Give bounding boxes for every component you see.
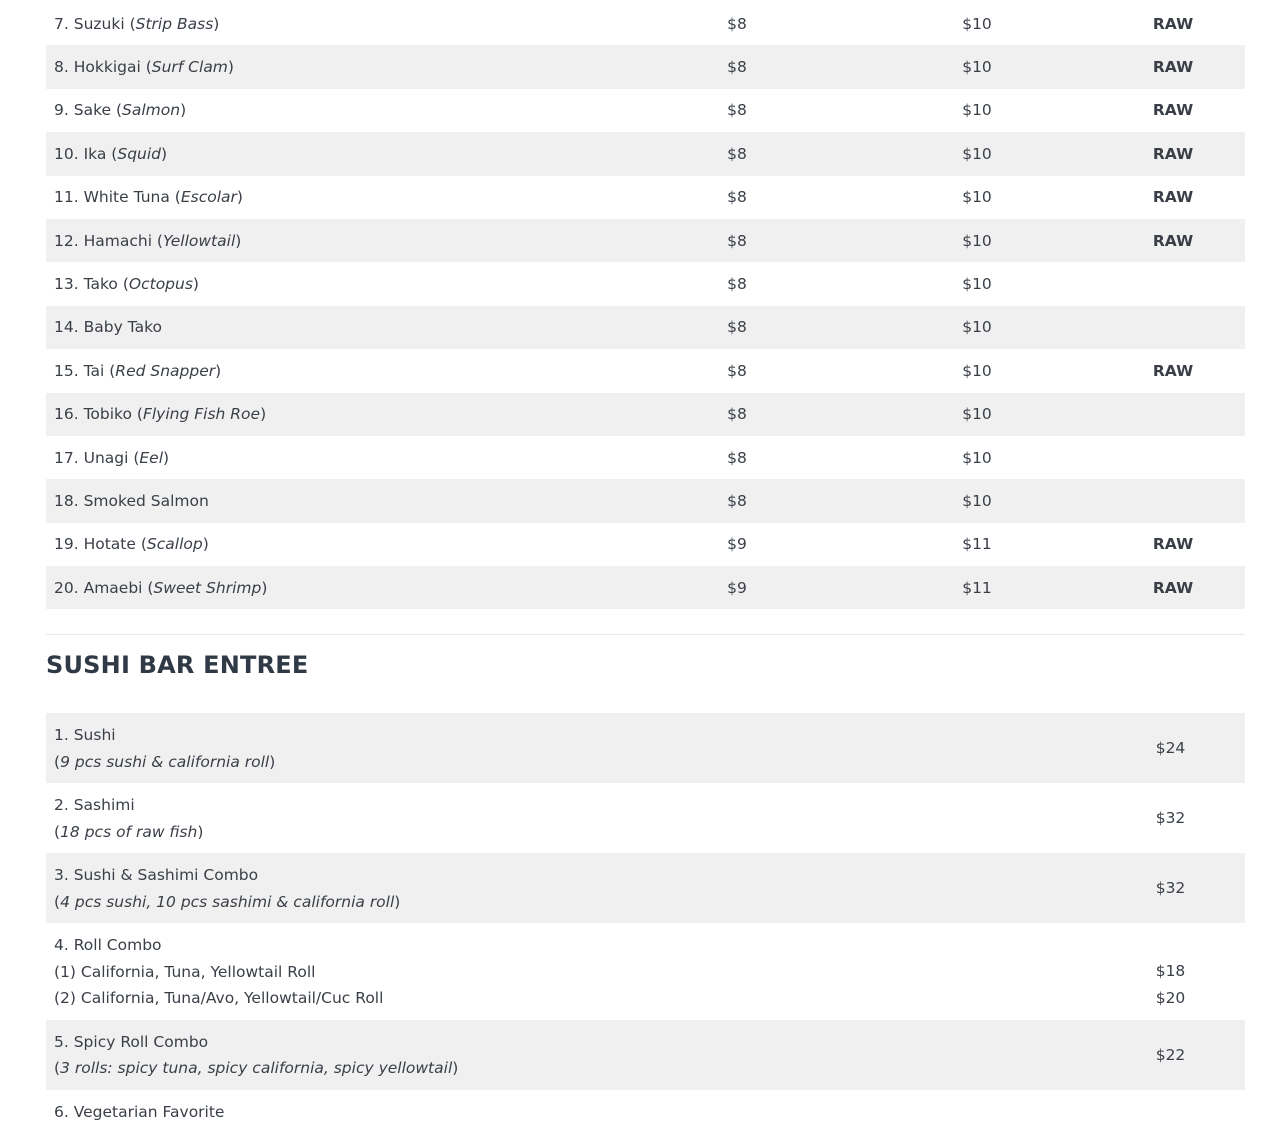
item-description: Salmon [122, 101, 181, 120]
entree-table [46, 713, 1245, 1133]
item-name: Baby Tako [83, 318, 162, 337]
item-description: Octopus [128, 275, 193, 294]
price-nigiri: $8 [621, 479, 853, 522]
item-number: 12. [54, 231, 79, 250]
raw-badge: RAW [1152, 14, 1194, 33]
entree-description-text: 3 rolls: spicy tuna, spicy california, spicy yellowtail [60, 1059, 453, 1078]
price-sashimi: $10 [962, 275, 992, 294]
section-title [46, 651, 1245, 713]
entree-name-cell [46, 853, 1096, 923]
entree-option: (2) California, Tuna/Avo, Yellowtail/Cuc Roll [54, 989, 384, 1008]
entree-title: 6. Vegetarian Favorite [54, 1102, 225, 1121]
table-row [46, 45, 1245, 88]
price-sashimi: $10 [962, 361, 992, 380]
table-row [46, 176, 1245, 219]
item-number: 8. [54, 58, 69, 77]
entree-description: (4 pcs sushi, 10 pcs sashimi & california roll) [54, 892, 401, 911]
entree-price: $32 [1155, 879, 1186, 898]
item-name-cell: 9. Sake (Salmon) [54, 101, 187, 120]
item-number: 20. [54, 578, 79, 597]
entree-title: 1. Sushi [54, 726, 116, 745]
table-row [46, 566, 1245, 609]
price-sashimi: $10 [853, 393, 1101, 436]
raw-badge [1101, 393, 1245, 436]
item-number: 15. [54, 361, 79, 380]
price-sashimi: $10 [962, 14, 992, 33]
raw-badge: RAW [1101, 566, 1245, 609]
table-row [46, 479, 1245, 522]
item-name-cell: 12. Hamachi (Yellowtail) [46, 219, 621, 262]
raw-badge: RAW [1152, 535, 1194, 554]
entree-title: 4. Roll Combo [54, 936, 162, 955]
item-name: Tobiko [83, 405, 132, 424]
entree-name-cell [46, 1090, 1096, 1133]
item-name: White Tuna [83, 188, 170, 207]
entree-name-cell [46, 783, 1096, 853]
price-sashimi: $10 [853, 45, 1101, 88]
entree-description-text: 9 pcs sushi & california roll [60, 752, 270, 771]
item-name-cell [46, 479, 621, 522]
entree-description: (18 pcs of raw fish) [54, 822, 204, 841]
item-description: Eel [139, 448, 164, 467]
entree-title: 5. Spicy Roll Combo [54, 1032, 209, 1051]
price-sashimi: $10 [853, 479, 1101, 522]
item-description: Escolar [180, 188, 237, 207]
item-number: 10. [54, 144, 79, 163]
price-nigiri: $8 [621, 306, 853, 349]
raw-badge: RAW [1101, 219, 1245, 262]
item-description: Yellowtail [162, 231, 236, 250]
table-row [46, 393, 1245, 436]
price-sashimi: $10 [962, 188, 992, 207]
item-name: Smoked Salmon [83, 491, 209, 510]
item-number: 18. [54, 491, 79, 510]
entree-title: 2. Sashimi [54, 796, 135, 815]
entree-price-cell [1096, 783, 1245, 853]
item-name: Tako [83, 275, 118, 294]
item-description: Squid [117, 144, 162, 163]
price-nigiri: $8 [621, 132, 853, 175]
list-item [46, 853, 1245, 923]
item-number: 13. [54, 275, 79, 294]
item-number: 11. [54, 188, 79, 207]
item-description: Surf Clam [151, 58, 228, 77]
entree-name-cell [46, 713, 1096, 783]
item-description: Flying Fish Roe [142, 405, 261, 424]
table-row [46, 2, 1245, 45]
item-name-cell: 8. Hokkigai (Surf Clam) [46, 45, 621, 88]
item-number: 19. [54, 535, 79, 554]
price-nigiri: $8 [621, 219, 853, 262]
price-nigiri: $8 [621, 393, 853, 436]
item-name-cell: 7. Suzuki (Strip Bass) [54, 14, 220, 33]
raw-badge [1101, 262, 1245, 305]
entree-description-text: 18 pcs of raw fish [60, 822, 198, 841]
price-sashimi: $10 [853, 132, 1101, 175]
price-nigiri: $8 [727, 101, 747, 120]
table-row [46, 262, 1245, 305]
item-name-cell: 15. Tai (Red Snapper) [54, 361, 222, 380]
raw-badge: RAW [1152, 101, 1194, 120]
price-nigiri: $8 [727, 361, 747, 380]
item-name: Suzuki [73, 14, 125, 33]
item-number: 14. [54, 318, 79, 337]
item-name: Amaebi [83, 578, 143, 597]
price-spacer [1104, 932, 1237, 959]
item-name-cell: 17. Unagi (Eel) [54, 448, 170, 467]
raw-badge [1101, 306, 1245, 349]
item-name-cell: 13. Tako (Octopus) [54, 275, 199, 294]
entree-option-price: $20 [1155, 988, 1186, 1007]
section-divider [46, 634, 1245, 635]
entree-option-price: $18 [1155, 962, 1186, 981]
entree-description: (9 pcs sushi & california roll) [54, 752, 276, 771]
entree-option: (1) California, Tuna, Yellowtail Roll [54, 962, 316, 981]
entree-name-cell [46, 1020, 1096, 1090]
table-row [46, 306, 1245, 349]
entree-description-text: 4 pcs sushi, 10 pcs sashimi & california roll [60, 892, 395, 911]
item-name-cell: 11. White Tuna (Escolar) [54, 188, 243, 207]
entree-price-cell [1096, 1090, 1245, 1133]
item-name: Ika [83, 144, 107, 163]
list-item [46, 783, 1245, 853]
item-description: Sweet Shrimp [153, 578, 262, 597]
item-name-cell [46, 306, 621, 349]
price-nigiri: $9 [621, 566, 853, 609]
entree-price-cell [1096, 1020, 1245, 1090]
item-name-cell: 20. Amaebi (Sweet Shrimp) [46, 566, 621, 609]
price-sashimi: $10 [853, 306, 1101, 349]
item-name-cell: 10. Ika (Squid) [46, 132, 621, 175]
item-name: Hotate [83, 535, 136, 554]
entree-price-cell [1096, 923, 1245, 1020]
entree-price: $24 [1155, 739, 1186, 758]
price-sashimi: $10 [853, 219, 1101, 262]
price-sashimi: $10 [962, 101, 992, 120]
entree-price-cell [1096, 713, 1245, 783]
section-title-text: SUSHI BAR ENTREE [46, 651, 309, 680]
price-nigiri: $8 [727, 275, 747, 294]
entree-price: $32 [1155, 809, 1186, 828]
table-row [46, 219, 1245, 262]
price-nigiri: $8 [621, 45, 853, 88]
entree-price: $22 [1155, 1045, 1186, 1064]
list-item [46, 923, 1245, 1020]
price-nigiri: $8 [727, 188, 747, 207]
item-number: 16. [54, 405, 79, 424]
table-row [46, 349, 1245, 392]
item-name-cell: 16. Tobiko (Flying Fish Roe) [46, 393, 621, 436]
raw-badge: RAW [1101, 132, 1245, 175]
list-item [46, 713, 1245, 783]
price-sashimi: $11 [853, 566, 1101, 609]
item-name: Unagi [83, 448, 129, 467]
raw-badge [1101, 436, 1245, 479]
price-sashimi: $10 [962, 448, 992, 467]
raw-badge: RAW [1101, 45, 1245, 88]
item-name: Tai [83, 361, 105, 380]
price-nigiri: $8 [727, 14, 747, 33]
table-row [46, 132, 1245, 175]
item-description: Red Snapper [115, 361, 216, 380]
entree-description: (3 rolls: spicy tuna, spicy california, spicy yellowtail) [54, 1059, 459, 1078]
table-row [46, 523, 1245, 566]
entree-price-cell [1096, 853, 1245, 923]
table-row [46, 436, 1245, 479]
entree-name-cell [46, 923, 1096, 1020]
item-name-cell: 19. Hotate (Scallop) [54, 535, 209, 554]
raw-badge [1101, 479, 1245, 522]
item-description: Scallop [146, 535, 203, 554]
price-nigiri: $8 [727, 448, 747, 467]
list-item [46, 1020, 1245, 1090]
item-name: Sake [73, 101, 112, 120]
raw-badge: RAW [1152, 361, 1194, 380]
entree-title: 3. Sushi & Sashimi Combo [54, 866, 259, 885]
menu-page [46, 2, 1245, 1133]
item-number: 9. [54, 101, 69, 120]
item-description: Strip Bass [135, 14, 214, 33]
item-name: Hokkigai [73, 58, 141, 77]
item-name: Hamachi [83, 231, 152, 250]
nigiri-price-table [46, 2, 1245, 609]
list-item [46, 1090, 1245, 1133]
table-row [46, 89, 1245, 132]
raw-badge: RAW [1152, 188, 1194, 207]
item-number: 17. [54, 448, 79, 467]
price-sashimi: $11 [962, 535, 992, 554]
item-number: 7. [54, 14, 69, 33]
price-nigiri: $9 [727, 535, 747, 554]
